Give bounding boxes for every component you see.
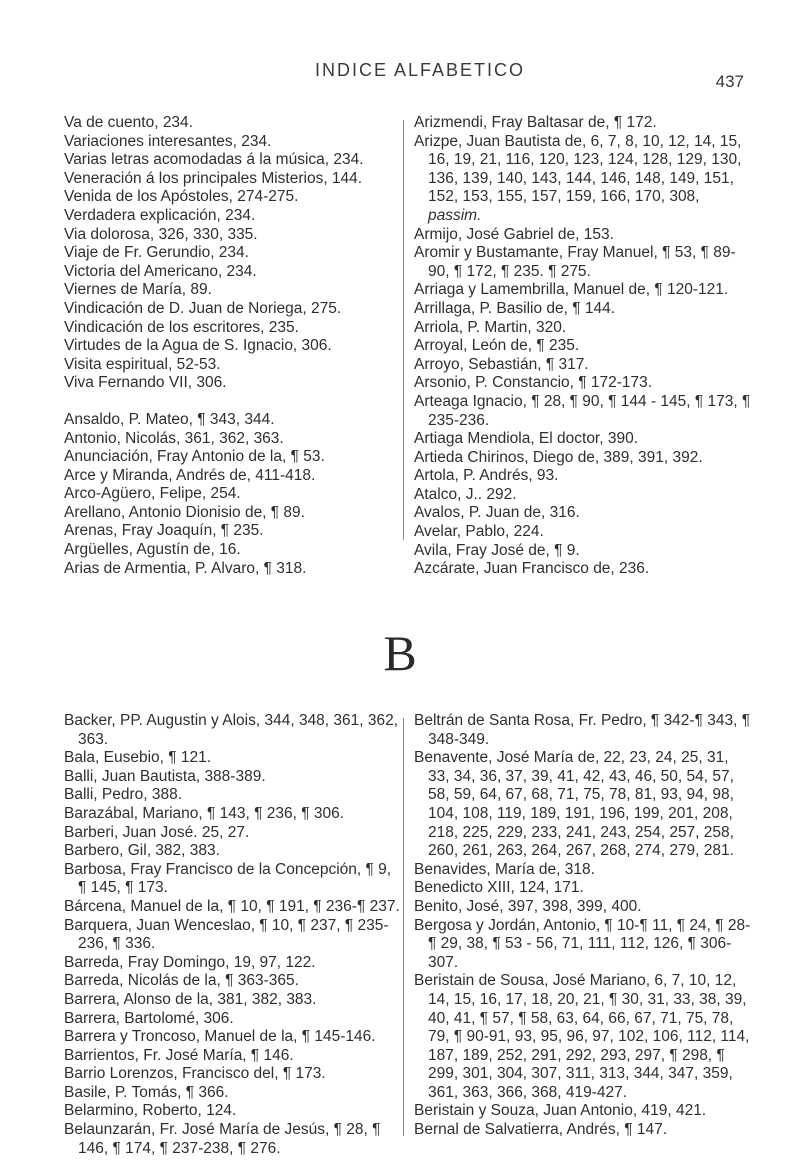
index-entry: Artiaga Mendiola, El doctor, 390. bbox=[414, 430, 639, 448]
index-entry: Barrio Lorenzos, Francisco del, ¶ 173. bbox=[64, 1065, 326, 1083]
index-entry: Arsonio, P. Constancio, ¶ 172-173. bbox=[414, 374, 653, 392]
index-entry: Atalco, J.. 292. bbox=[414, 485, 517, 503]
index-entry: Artieda Chirinos, Diego de, 389, 391, 392. bbox=[414, 448, 703, 466]
index-entry: Bárcena, Manuel de la, ¶ 10, ¶ 191, ¶ 236-¶ 237. bbox=[64, 897, 400, 915]
index-entry: Barreda, Fray Domingo, 19, 97, 122. bbox=[64, 953, 316, 971]
index-entry: Arellano, Antonio Dionisio de, ¶ 89. bbox=[64, 503, 305, 521]
index-entry: Armijo, José Gabriel de, 153. bbox=[414, 225, 614, 243]
index-entry: Venida de los Apóstoles, 274-275. bbox=[64, 188, 299, 206]
index-entry: Arenas, Fray Joaquín, ¶ 235. bbox=[64, 522, 264, 540]
index-entry: Avila, Fray José de, ¶ 9. bbox=[414, 541, 580, 559]
index-entry: Arriola, P. Martin, 320. bbox=[414, 318, 567, 336]
index-entry: Via dolorosa, 326, 330, 335. bbox=[64, 225, 258, 243]
index-entry: Va de cuento, 234. bbox=[64, 114, 193, 131]
index-entry: Viaje de Fr. Gerundio, 234. bbox=[64, 244, 249, 262]
passim-note: passim. bbox=[428, 206, 482, 224]
index-entry: Barberi, Juan José. 25, 27. bbox=[64, 823, 250, 841]
index-column-left-b bbox=[64, 712, 402, 1158]
index-entry: Variaciones interesantes, 234. bbox=[64, 132, 272, 150]
index-entry: Veneración á los principales Misterios, 144. bbox=[64, 169, 363, 187]
index-entry: Argüelles, Agustín de, 16. bbox=[64, 541, 241, 559]
index-entry: Vindicación de D. Juan de Noriega, 275. bbox=[64, 299, 342, 317]
index-entry: Arteaga Ignacio, ¶ 28, ¶ 90, ¶ 144 - 145, ¶ 173, ¶ 235-236. bbox=[414, 392, 751, 429]
index-entry: Arroyo, Sebastián, ¶ 317. bbox=[414, 355, 589, 373]
index-entry: Barrera, Bartolomé, 306. bbox=[64, 1009, 234, 1027]
index-entry: Ansaldo, P. Mateo, ¶ 343, 344. bbox=[64, 410, 275, 428]
index-entry: Benedicto XIII, 124, 171. bbox=[414, 879, 584, 897]
index-entry: Arrillaga, P. Basilio de, ¶ 144. bbox=[414, 299, 616, 317]
index-entry: Avelar, Pablo, 224. bbox=[414, 523, 544, 541]
index-entry: Beristain de Sousa, José Mariano, 6, 7, 10, 12, 14, 15, 16, 17, 18, 20, 21, ¶ 30, 31, 33, 38, 39, 40, 41, ¶ 57, ¶ 58, 63, 64, 66, 67, 71, 75, 78, 79, ¶ 90-91, 93, 95, 96, 97, 102, 106, 112, 114, 187, 189, 252, 291, 292, 293, 297, ¶ 298, ¶ 299, 301, 304, 307, 311, 313, 344, 347, 359, 361, 363, 366, 368, 419-427. bbox=[414, 972, 750, 1101]
index-entry: Viernes de María, 89. bbox=[64, 281, 212, 299]
index-entry: Anunciación, Fray Antonio de la, ¶ 53. bbox=[64, 448, 325, 466]
index-entry: Vindicación de los escritores, 235. bbox=[64, 318, 299, 336]
index-entry: Arce y Miranda, Andrés de, 411-418. bbox=[64, 466, 316, 484]
index-entry: Benavides, María de, 318. bbox=[414, 860, 595, 878]
index-entry: Virtudes de la Agua de S. Ignacio, 306. bbox=[64, 337, 332, 355]
index-entry: Beltrán de Santa Rosa, Fr. Pedro, ¶ 342-¶ 343, ¶ 348-349. bbox=[414, 712, 751, 748]
index-column-right-a bbox=[414, 114, 752, 579]
index-entry: Barquera, Juan Wenceslao, ¶ 10, ¶ 237, ¶ 235-236, ¶ 336. bbox=[64, 916, 389, 953]
index-entry: Basile, P. Tomás, ¶ 366. bbox=[64, 1083, 229, 1101]
index-entry: Antonio, Nicolás, 361, 362, 363. bbox=[64, 429, 284, 447]
index-entry: Barrientos, Fr. José María, ¶ 146. bbox=[64, 1046, 294, 1064]
index-entry: Barreda, Nicolás de la, ¶ 363-365. bbox=[64, 972, 299, 990]
index-entry: Artola, P. Andrés, 93. bbox=[414, 467, 559, 485]
index-entry: Bernal de Salvatierra, Andrés, ¶ 147. bbox=[414, 1121, 668, 1139]
index-entry: Varias letras acomodadas á la música, 234. bbox=[64, 151, 364, 169]
index-entry: Beristain y Souza, Juan Antonio, 419, 421. bbox=[414, 1102, 707, 1120]
index-entry: Barbero, Gil, 382, 383. bbox=[64, 842, 220, 860]
column-rule bbox=[403, 120, 404, 540]
index-entry: Belarmino, Roberto, 124. bbox=[64, 1102, 237, 1120]
index-entry: Arroyal, León de, ¶ 235. bbox=[414, 337, 580, 355]
index-entry: Arriaga y Lamembrilla, Manuel de, ¶ 120-121. bbox=[414, 281, 729, 299]
index-entry: Barazábal, Mariano, ¶ 143, ¶ 236, ¶ 306. bbox=[64, 804, 345, 822]
page-number: 437 bbox=[715, 72, 744, 91]
index-entry: Verdadera explicación, 234. bbox=[64, 206, 256, 224]
column-rule bbox=[403, 718, 404, 1136]
entry-gap bbox=[64, 393, 402, 411]
index-entry: Arizpe, Juan Bautista de, 6, 7, 8, 10, 12, 14, 15, 16, 19, 21, 116, 120, 123, 124, 128, 129, 130, 136, 139, 140, 143, 144, 146, 148, 149, 151, 152, 153, 155, 157, 159, 166, 170, 308, passim. bbox=[414, 132, 742, 224]
index-entry: Balli, Pedro, 388. bbox=[64, 786, 183, 804]
index-entry: Arco-Agüero, Felipe, 254. bbox=[64, 485, 241, 503]
index-entry: Visita espiritual, 52-53. bbox=[64, 355, 221, 373]
index-entry: Barbosa, Fray Francisco de la Concepción, ¶ 9, ¶ 145, ¶ 173. bbox=[64, 860, 392, 897]
index-entry: Backer, PP. Augustin y Alois, 344, 348, 361, 362, 363. bbox=[64, 712, 399, 748]
index-entry: Aromir y Bustamante, Fray Manuel, ¶ 53, ¶ 89-90, ¶ 172, ¶ 235. ¶ 275. bbox=[414, 244, 736, 280]
index-entry: Balli, Juan Bautista, 388-389. bbox=[64, 767, 266, 785]
index-entry: Viva Fernando VII, 306. bbox=[64, 374, 227, 392]
index-entry: Azcárate, Juan Francisco de, 236. bbox=[414, 560, 650, 578]
index-entry: Arizmendi, Fray Baltasar de, ¶ 172. bbox=[414, 114, 657, 131]
index-column-left-a bbox=[64, 114, 402, 578]
index-entry: Benito, José, 397, 398, 399, 400. bbox=[414, 897, 642, 915]
running-head: INDICE ALFABETICO bbox=[314, 60, 526, 80]
index-column-right-b bbox=[414, 712, 752, 1140]
index-entry: Benavente, José María de, 22, 23, 24, 25, 31, 33, 34, 36, 37, 39, 41, 42, 43, 46, 50, 54, 57, 58, 59, 64, 67, 68, 71, 75, 78, 81, 93, 94, 98, 104, 108, 119, 189, 191, 196, 199, 201, 208, 218, 225, 229, 233, 241, 243, 254, 257, 258, 260, 261, 263, 264, 267, 268, 274, 279, 281. bbox=[414, 749, 734, 860]
index-entry: Bala, Eusebio, ¶ 121. bbox=[64, 749, 212, 767]
index-entry: Victoria del Americano, 234. bbox=[64, 262, 257, 280]
section-letter: B bbox=[383, 625, 417, 681]
index-entry: Bergosa y Jordán, Antonio, ¶ 10-¶ 11, ¶ 24, ¶ 28-¶ 29, 38, ¶ 53 - 56, 71, 111, 112, 126, ¶ 306-307. bbox=[414, 916, 751, 971]
index-entry: Barrera y Troncoso, Manuel de la, ¶ 145-146. bbox=[64, 1028, 376, 1046]
index-entry: Belaunzarán, Fr. José María de Jesús, ¶ 28, ¶ 146, ¶ 174, ¶ 237-238, ¶ 276. bbox=[64, 1121, 381, 1157]
index-entry: Barrera, Alonso de la, 381, 382, 383. bbox=[64, 990, 317, 1008]
index-entry: Arias de Armentia, P. Alvaro, ¶ 318. bbox=[64, 559, 307, 577]
index-entry: Avalos, P. Juan de, 316. bbox=[414, 504, 580, 522]
